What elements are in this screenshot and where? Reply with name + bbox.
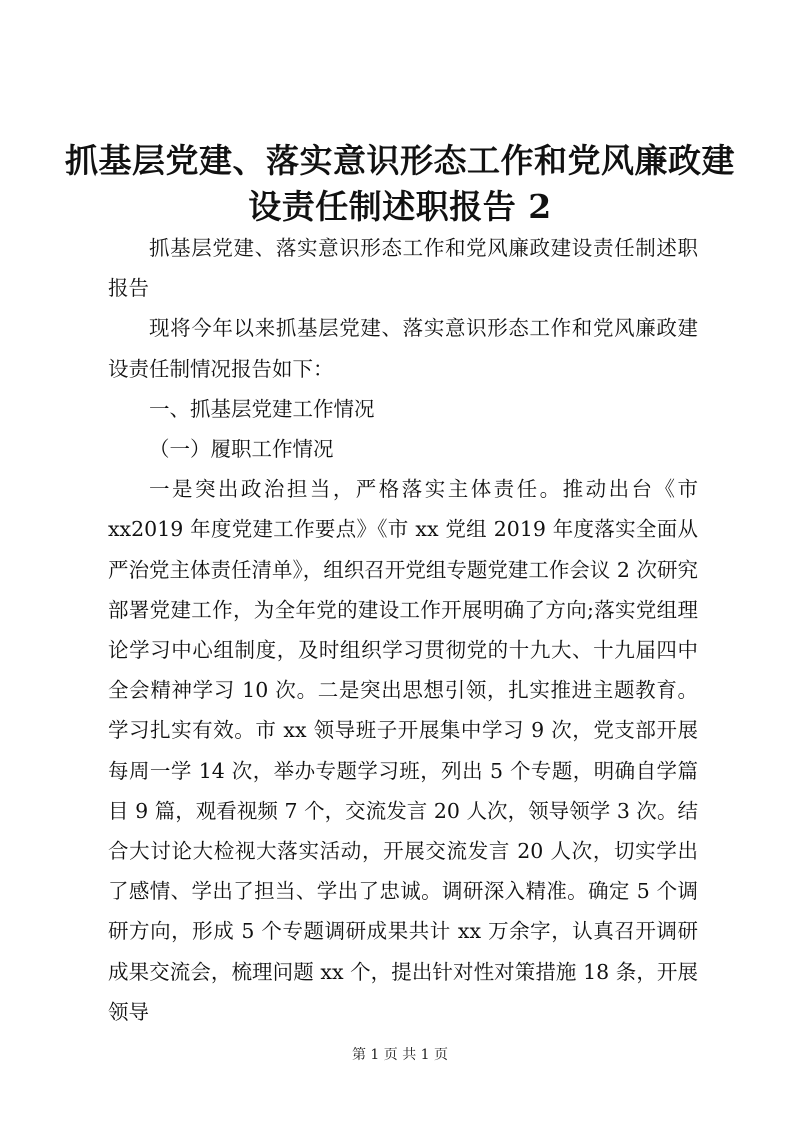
paragraph-report-title: 抓基层党建、落实意识形态工作和党风廉政建设责任制述职报告 (108, 236, 698, 301)
paragraph-body: 一是突出政治担当，严格落实主体责任。推动出台《市 xx2019 年度党建工作要点》《市 xx 党组 2019 年度落实全面从严治党主体责任清单》，组织召开党组专题党建工作会议 2 次研究部署党建工作，为全年党的建设工作开展明确了方向;落实党组理论学习中心组制度，及时组织学习贯彻党的十九大、十九届四中全会精神学习 10 次。二是突出思想引领，扎实推进主题教育。学习扎实有效。市 xx 领导班子开展集中学习 9 次，党支部开展每周一学 14 次，举办专题学习班，列出 5 个专题，明确自学篇目 9 篇，观看视频 7 个，交流发言 20 人次，领导领学 3 次。结合大讨论大检视大落实活动，开展交流发言 20 人次，切实学出了感情、学出了担当、学出了忠诚。调研深入精准。确定 5 个调研方向，形成 5 个专题调研成果共计 xx 万余字，认真召开调研成果交流会，梳理问题 xx 个，提出针对性对策措施 18 条，开展领导 (108, 477, 698, 1024)
paragraph-intro: 现将今年以来抓基层党建、落实意识形态工作和党风廉政建设责任制情况报告如下： (108, 316, 698, 381)
subsection-heading: （一）履职工作情况 (149, 437, 334, 462)
section-heading: 一、抓基层党建工作情况 (149, 396, 375, 421)
page-footer: 第 1 页 共 1 页 (351, 1047, 449, 1063)
document-title: 抓基层党建、落实意识形态工作和党风廉政建设责任制述职报告 2 (65, 141, 735, 226)
document-body (108, 228, 698, 1032)
